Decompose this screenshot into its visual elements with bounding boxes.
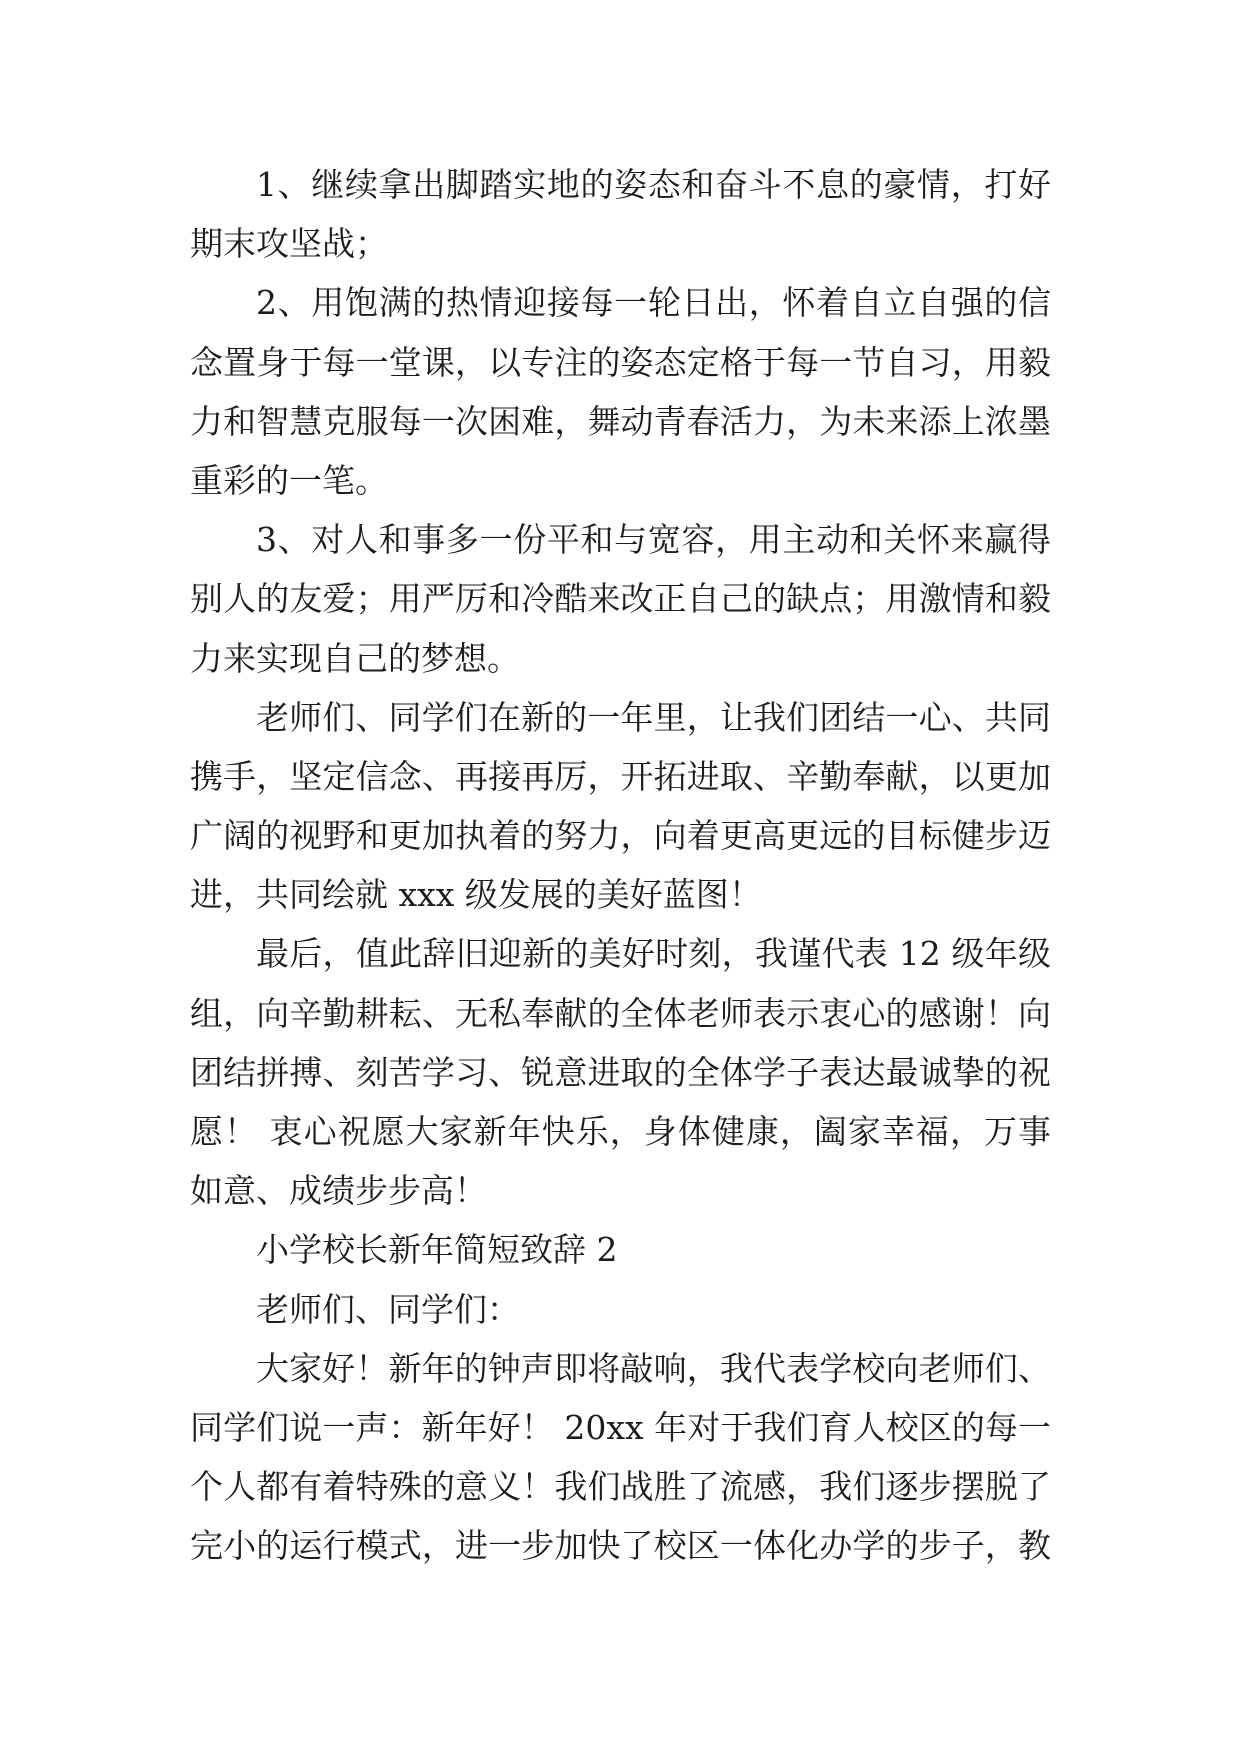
text-line: 大家好！新年的钟声即将敲响，我代表学校向老师们、 bbox=[256, 1348, 1051, 1388]
text-line: 最后，值此辞旧迎新的美好时刻，我谨代表 12 级年级 bbox=[256, 934, 1051, 974]
text-line: 念置身于每一堂课，以专注的姿态定格于每一节自习，用毅 bbox=[190, 342, 1051, 382]
text-line: 携手，坚定信念、再接再厉，开拓进取、辛勤奉献，以更加 bbox=[190, 756, 1051, 796]
text-line: 1、继续拿出脚踏实地的姿态和奋斗不息的豪情，打好 bbox=[256, 165, 1051, 204]
text-line: 力来实现自己的梦想。 bbox=[190, 638, 520, 678]
text-line: 2、用饱满的热情迎接每一轮日出，怀着自立自强的信 bbox=[256, 283, 1051, 323]
paragraph-greeting bbox=[190, 1339, 1051, 1576]
paragraph-item-2 bbox=[190, 273, 1051, 510]
text-line: 期末攻坚战； bbox=[190, 224, 388, 264]
text-line: 力和智慧克服每一次困难，舞动青春活力，为未来添上浓墨 bbox=[190, 401, 1051, 441]
text-line: 愿！ 衷心祝愿大家新年快乐，身体健康，阖家幸福，万事 bbox=[190, 1112, 1051, 1151]
text-line: 组，向辛勤耕耘、无私奉献的全体老师表示衷心的感谢！向 bbox=[190, 993, 1051, 1033]
paragraph-item-3 bbox=[190, 510, 1051, 688]
paragraph-new-year-wish bbox=[190, 688, 1051, 925]
paragraph-item-1 bbox=[190, 155, 1051, 273]
text-line: 个人都有着特殊的意义！我们战胜了流感，我们逐步摆脱了 bbox=[190, 1467, 1051, 1507]
text-line: 3、对人和事多一份平和与宽容，用主动和关怀来赢得 bbox=[256, 520, 1051, 560]
text-line: 同学们说一声：新年好！ 20xx 年对于我们育人校区的每一 bbox=[190, 1407, 1051, 1447]
text-line: 广阔的视野和更加执着的努力，向着更高更远的目标健步迈 bbox=[190, 816, 1051, 856]
section-title-text: 小学校长新年简短致辞 2 bbox=[256, 1230, 618, 1270]
text-line: 老师们、同学们在新的一年里，让我们团结一心、共同 bbox=[256, 697, 1051, 737]
text-line: 重彩的一笔。 bbox=[190, 460, 388, 500]
text-line: 团结拼搏、刻苦学习、锐意进取的全体学子表达最诚挚的祝 bbox=[190, 1052, 1051, 1092]
paragraph-closing-thanks bbox=[190, 924, 1051, 1220]
text-line: 别人的友爱；用严厉和冷酷来改正自己的缺点；用激情和毅 bbox=[190, 579, 1051, 619]
section-title bbox=[190, 1220, 1051, 1279]
text-line: 如意、成绩步步高！ bbox=[190, 1171, 487, 1211]
salutation bbox=[190, 1280, 1051, 1339]
text-line: 进，共同绘就 xxx 级发展的美好蓝图！ bbox=[190, 875, 762, 915]
document-body bbox=[190, 155, 1051, 1576]
text-line: 完小的运行模式，进一步加快了校区一体化办学的步子，教 bbox=[190, 1526, 1051, 1566]
salutation-text: 老师们、同学们： bbox=[256, 1289, 520, 1329]
